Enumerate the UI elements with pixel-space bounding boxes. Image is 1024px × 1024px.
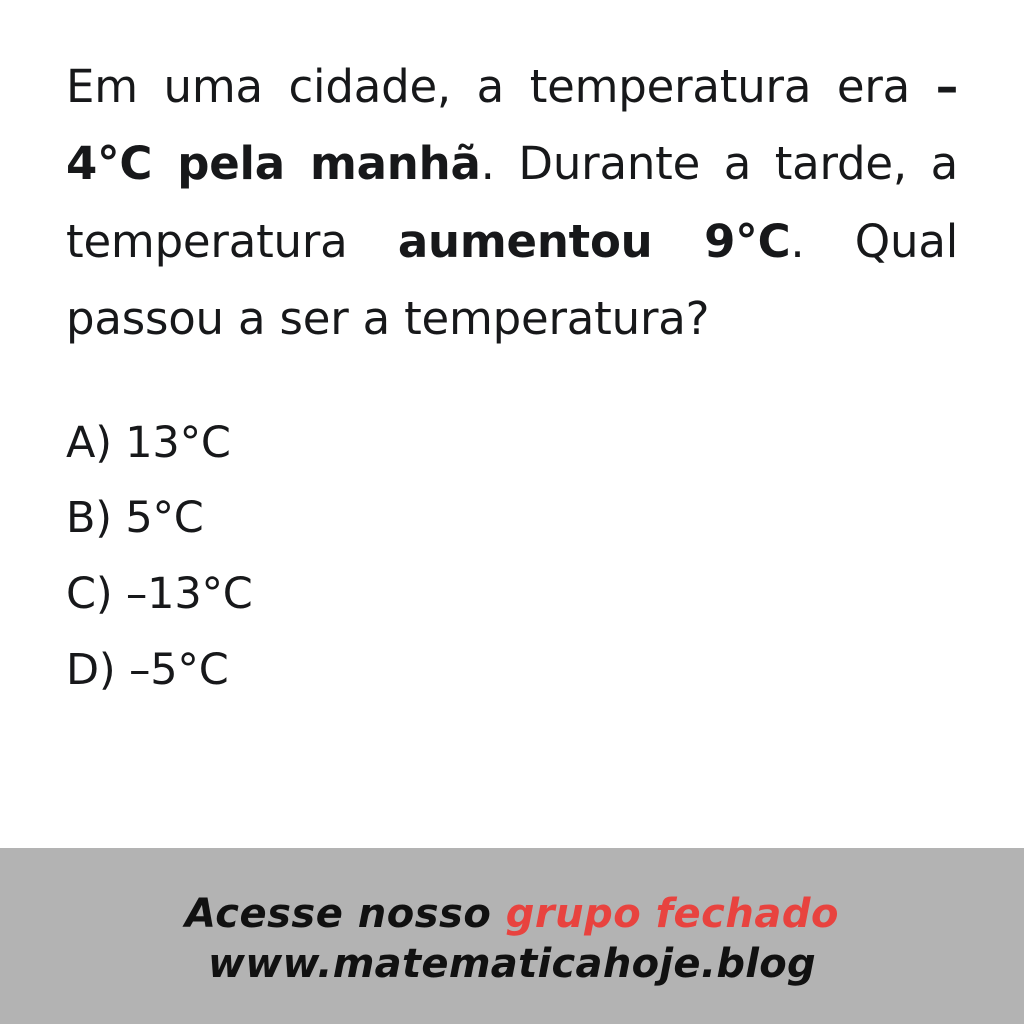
option-d[interactable]: D) –5°C [66,644,229,695]
question-text-part2: . Durante a tarde, a temperatura [66,137,958,268]
question-text-part3: . Qual passou a ser a temperatura? [66,214,958,346]
answer-options-list [66,406,958,709]
footer-cta-accent: grupo fechado [505,891,839,937]
question-text [66,48,958,358]
question-highlight-morning-temp: –4°C pela manhã [66,60,958,191]
option-a[interactable]: A) 13°C [66,417,231,468]
footer-banner [0,848,1024,1024]
option-c[interactable]: C) –13°C [66,568,253,619]
option-b[interactable]: B) 5°C [66,493,204,544]
question-highlight-increase: aumentou 9°C [397,214,791,268]
footer-cta-prefix: Acesse nosso [185,891,506,937]
footer-call-to-action [185,891,839,937]
footer-website-url[interactable]: www.matematicahoje.blog [208,941,816,987]
question-text-part1: Em uma cidade, a temperatura era [66,60,936,113]
